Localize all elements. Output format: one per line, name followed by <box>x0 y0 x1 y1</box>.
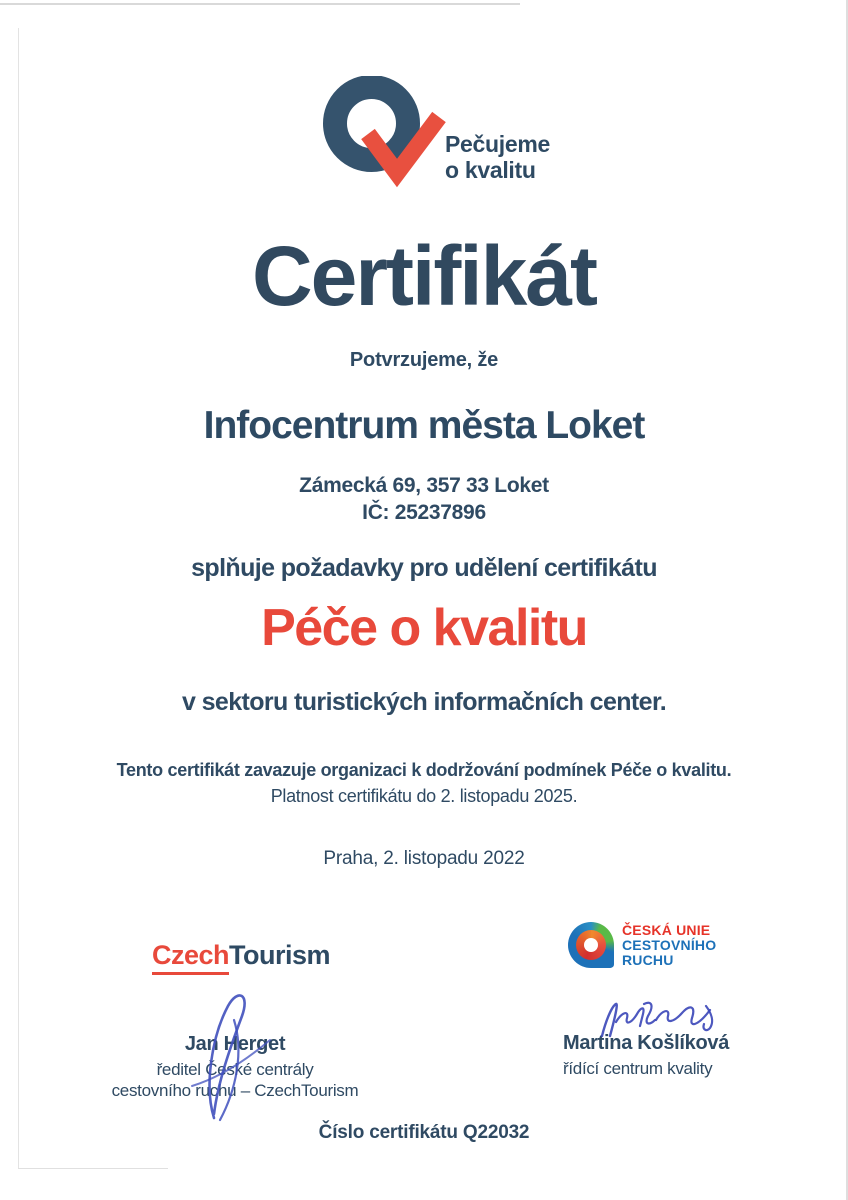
recipient-ic: IČ: 25237896 <box>362 501 486 524</box>
scan-edge-top <box>0 3 520 5</box>
recipient-name: Infocentrum města Loket <box>203 404 645 447</box>
logo-tagline <box>445 131 550 183</box>
czechtourism-logo <box>152 940 330 971</box>
signatory-left-role-line1: ředitel České centrály <box>156 1060 314 1079</box>
quality-mark-logo <box>323 76 563 196</box>
terms-block <box>0 757 848 809</box>
confirmation-text: Potvrzujeme, že <box>349 349 499 371</box>
cucr-text-line2: CESTOVNÍHO <box>622 936 717 953</box>
signatory-left-name: Jan Herget <box>184 1033 286 1055</box>
czechtourism-logo-tourism: Tourism <box>229 940 331 970</box>
logo-tagline-line2: o kvalitu <box>445 157 536 183</box>
recipient-address-block <box>0 472 848 526</box>
signatory-right-block <box>563 1032 803 1079</box>
czechtourism-logo-czech: Czech <box>152 940 229 975</box>
cucr-swirl-icon <box>568 922 614 968</box>
cucr-center-dot <box>584 938 598 952</box>
signatory-right-name: Martina Košlíková <box>563 1032 730 1054</box>
certificate-title: Certifikát <box>251 229 597 323</box>
q-checkmark-icon <box>323 76 458 191</box>
terms-line1: Tento certifikát zavazuje organizaci k dodržování podmínek Péče o kvalitu. <box>116 760 732 780</box>
certificate-number: Číslo certifikátu Q22032 <box>318 1122 530 1143</box>
signatory-left-role <box>90 1059 380 1101</box>
signatory-left-role-line2: cestovního ruchu – CzechTourism <box>111 1081 359 1100</box>
scan-edge-bottom <box>18 1168 168 1169</box>
place-and-date: Praha, 2. listopadu 2022 <box>323 848 525 869</box>
cucr-logo-text <box>622 923 716 968</box>
award-statement: splňuje požadavky pro udělení certifikátu <box>191 554 657 582</box>
sector-text: v sektoru turistických informačních center. <box>181 688 667 716</box>
cucr-text-line3: RUCHU <box>622 951 674 968</box>
signatory-left-block <box>90 1033 380 1101</box>
award-title: Péče o kvalitu <box>261 599 587 657</box>
terms-line2: Platnost certifikátu do 2. listopadu 2025. <box>270 786 578 806</box>
recipient-address: Zámecká 69, 357 33 Loket <box>299 474 549 497</box>
cucr-text-line1: ČESKÁ UNIE <box>622 921 711 938</box>
logo-tagline-line1: Pečujeme <box>445 131 550 157</box>
signatory-right-role: řídící centrum kvality <box>563 1059 713 1078</box>
cucr-logo <box>568 922 716 968</box>
